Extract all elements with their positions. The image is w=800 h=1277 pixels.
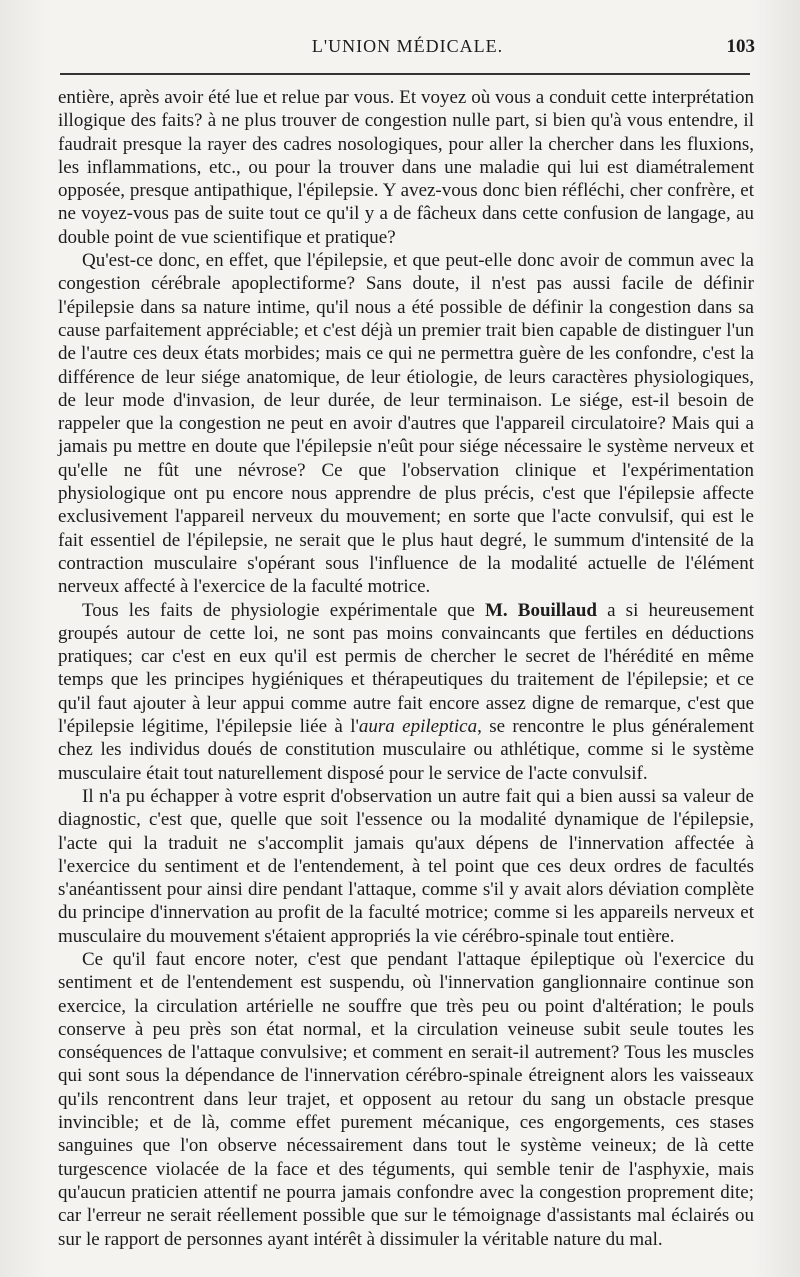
paragraph-4: Il n'a pu échapper à votre esprit d'observation un autre fait qui a bien aussi sa valeur de diagnostic, c'est que, quelle que soit l'essence ou la modalité dynamique de l'épilepsie, l'acte qui la traduit ne s'accomplit jamais qu'aux dépens de l'innervation affectée à l'exercice du sentiment et de l'entendement, à tel point que ces deux ordres de facultés s'anéantissent pour ainsi dire pendant l'attaque, comme s'il y avait alors déviation complète du principe d'innervation au profit de la faculté motrice; comme si les appareils nerveux et musculaire du mouvement s'étaient appropriés la vie cérébro-spinale tout entière. bbox=[58, 785, 754, 947]
running-title: L'UNION MÉDICALE. bbox=[311, 36, 504, 56]
header-rule bbox=[60, 73, 750, 75]
paragraph-2: Qu'est-ce donc, en effet, que l'épilepsie, et que peut-elle donc avoir de commun avec la congestion cérébrale apoplectiforme? Sans doute, il n'est pas aussi facile de définir l'épilepsie dans sa nature intime, qu'il nous a été possible de définir la congestion dans sa cause parfaitement appréciable; et c'est déjà un premier trait bien capable de distinguer l'un de l'autre ces deux états morbides; mais ce qui ne permettra guère de les confondre, c'est la différence de leur siége anatomique, de leur étiologie, de leurs caractères physiologiques, de leur mode d'invasion, de leur durée, de leur terminaison. Le siége, est-il besoin de rappeler que la congestion ne peut en avoir d'autres que l'appareil circulatoire? Mais qui a jamais pu mettre en doute que l'épilepsie n'eût pour siége nécessaire le système nerveux et qu'elle ne fût une névrose? Ce que l'observation clinique et l'expérimentation physiologique ont pu encore nous apprendre de plus précis, c'est que l'épilepsie affecte exclusivement l'appareil nerveux du mouvement; en sorte que l'acte convulsif, qui est le fait essentiel de l'épilepsie, ne serait que le plus haut degré, le summum d'intensité de la contraction musculaire s'opérant sous l'influence de la modalité actuelle de l'élément nerveux affecté à l'exercice de la faculté motrice. bbox=[58, 250, 754, 598]
paragraph-3-text-a: Tous les faits de physiologie expérimentale que bbox=[82, 599, 485, 621]
page-number: 103 bbox=[726, 36, 755, 57]
paragraph-3-text-c: , se rencontre le plus généralement chez les individus doués de constitution musculaire ou athlétique, comme si le système musculaire était tout naturellement disposé pour le service de l'acte convulsif. bbox=[58, 716, 754, 784]
paragraph-3 bbox=[58, 599, 754, 785]
paragraph-3-text-b: a si heureusement groupés autour de cette loi, ne sont pas moins convaincants que fertiles en déductions pratiques; car c'est en eux qu'il est permis de chercher le secret de l'hérédité en même temps que les principes hygiéniques et thérapeutiques du traitement de l'épilepsie; et ce qu'il faut ajouter à leur appui comme autre fait encore assez digne de remarque, c'est que l'épilepsie légitime, l'épilepsie liée à l' bbox=[58, 599, 754, 738]
author-name: M. Bouillaud bbox=[484, 599, 597, 621]
running-header bbox=[60, 36, 755, 66]
paragraph-5: Ce qu'il faut encore noter, c'est que pendant l'attaque épileptique où l'exercice du sentiment et de l'entendement est suspendu, où l'innervation ganglionnaire continue son exercice, la circulation artérielle ne souffre que très peu ou point d'altération; le pouls conserve à peu près son état normal, et la circulation veineuse subit seule toutes les conséquences de l'attaque convulsive; et comment en serait-il autrement? Tous les muscles qui sont sous la dépendance de l'innervation cérébro-spinale étreignent alors les vaisseaux qu'ils rencontrent dans leur trajet, et opposent au retour du sang un obstacle presque invincible; et de là, comme effet purement mécanique, ces engorgements, ces stases sanguines que l'on observe nécessairement dans tout le système veineux; de là cette turgescence violacée de la face et des téguments, qui semble tenir de l'asphyxie, mais qu'aucun praticien attentif ne pourra jamais confondre avec la congestion proprement dite; car l'erreur ne serait réellement possible que sur le témoignage d'assistants mal éclairés ou sur le rapport de personnes ayant intérêt à dissimuler la véritable nature du mal. bbox=[58, 948, 754, 1250]
body-text bbox=[58, 86, 754, 1251]
paragraph-1: entière, après avoir été lue et relue par vous. Et voyez où vous a conduit cette interprétation illogique des faits? à ne plus trouver de congestion nulle part, si bien qu'à vous entendre, il faudrait presque la rayer des cadres nosologiques, pour aller la chercher dans les fluxions, les inflammations, etc., ou pour la trouver dans une maladie qui lui est diamétralement opposée, presque antipathique, l'épilepsie. Y avez-vous donc bien réfléchi, cher confrère, et ne voyez-vous pas de suite tout ce qu'il y a de fâcheux dans cette confusion de langage, au double point de vue scientifique et pratique? bbox=[58, 87, 754, 248]
latin-term: aura epileptica bbox=[358, 716, 478, 738]
